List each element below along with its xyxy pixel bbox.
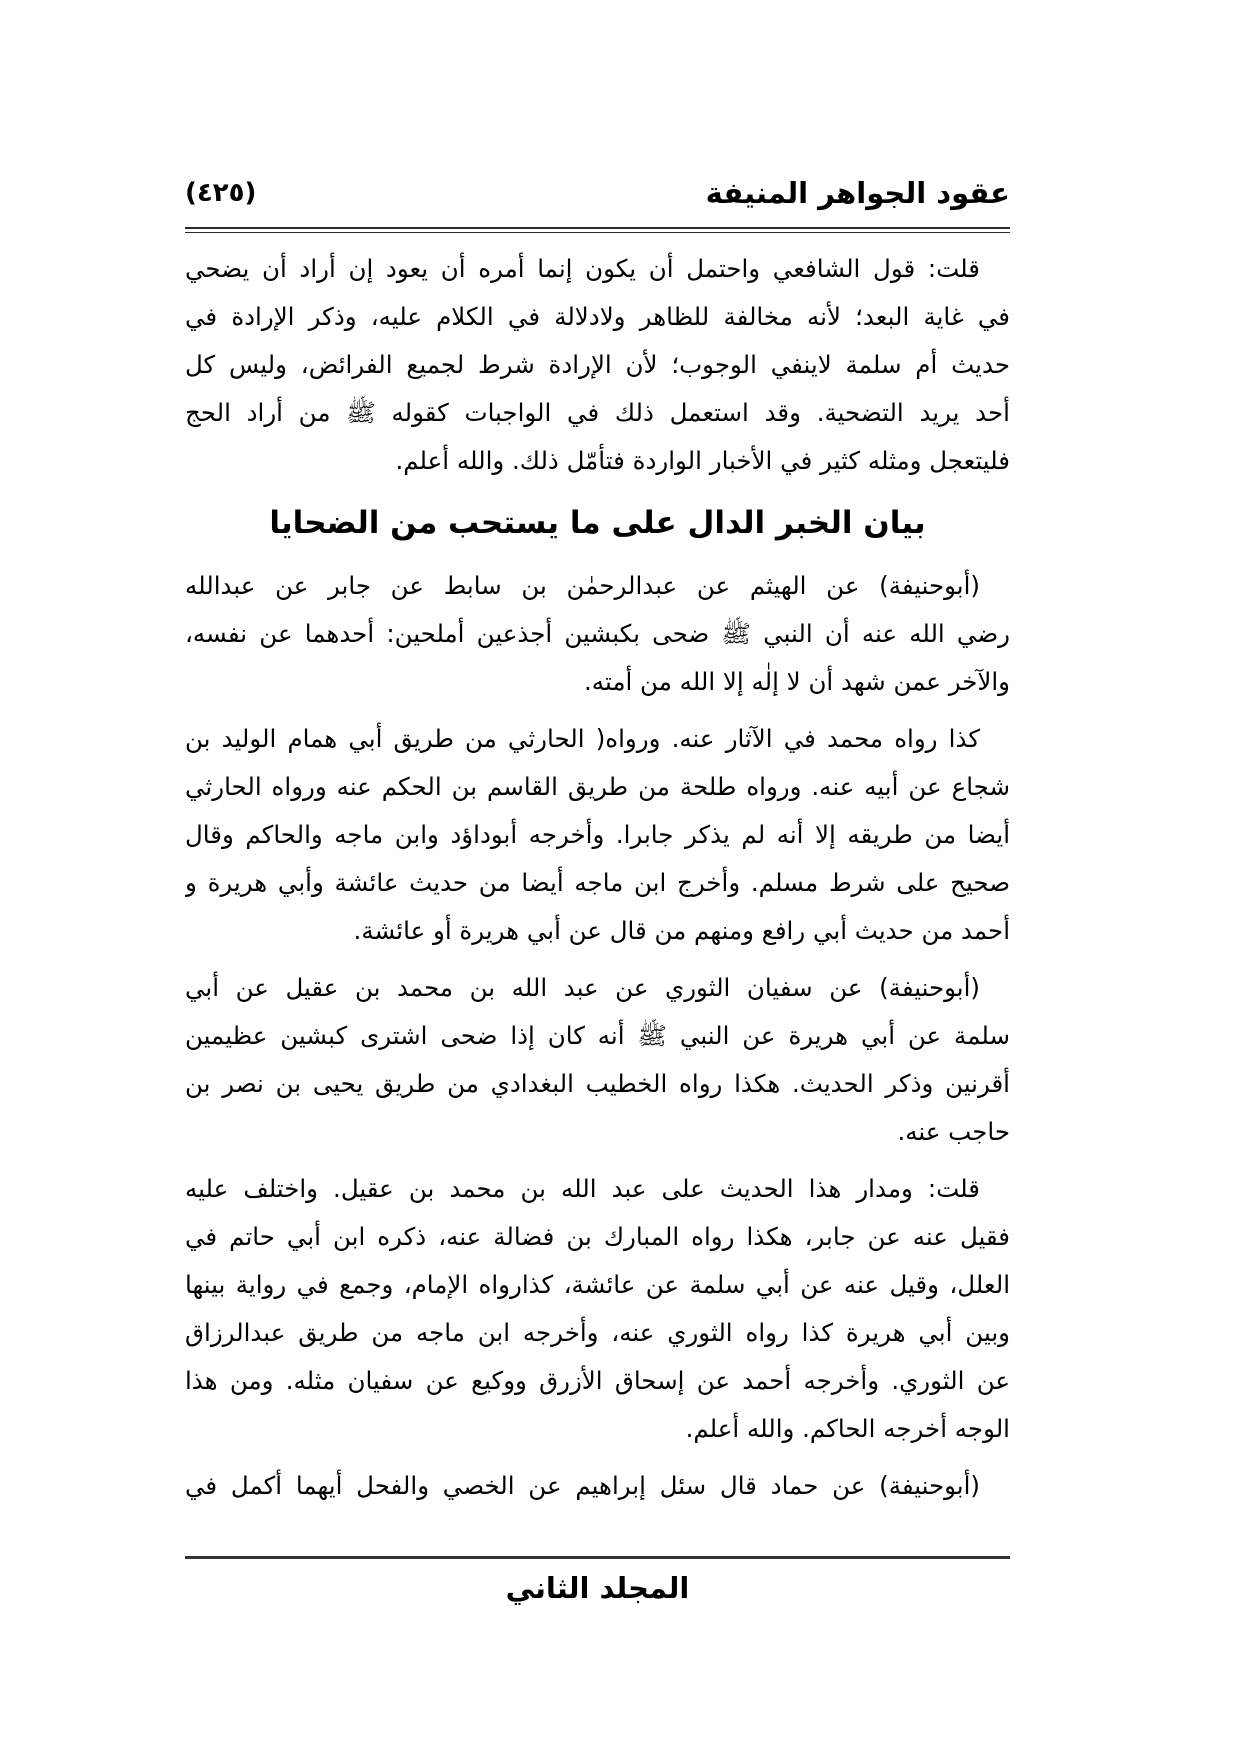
paragraph xyxy=(185,245,1010,485)
text-line: أحمد من حديث أبي رافع ومنهم من قال عن أبي هريرة أو عائشة. xyxy=(353,916,1010,945)
page-header xyxy=(185,172,1010,214)
text-line: شجاع عن أبيه عنه. ورواه طلحة من طريق القاسم بن الحكم عنه ورواه الحارثي xyxy=(185,772,1010,801)
text-line: وبين أبي هريرة كذا رواه الثوري عنه، وأخرجه ابن ماجه من طريق عبدالرزاق xyxy=(185,1318,1010,1347)
paragraph xyxy=(185,964,1010,1156)
header-rule xyxy=(185,227,1010,233)
paragraph xyxy=(185,715,1010,955)
text-line: (أبوحنيفة) عن سفيان الثوري عن عبد الله بن محمد بن عقيل عن أبي xyxy=(185,973,980,1002)
text-line: فليتعجل ومثله كثير في الأخبار الواردة فتأمّل ذلك. والله أعلم. xyxy=(395,446,1010,475)
text-line: قلت: قول الشافعي واحتمل أن يكون إنما أمره أن يعود إن أراد أن يضحي xyxy=(185,254,980,283)
text-line: (أبوحنيفة) عن الهيثم عن عبدالرحمٰن بن سابط عن جابر عن عبدالله xyxy=(185,571,980,600)
text-line: حاجب عنه. xyxy=(897,1117,1010,1146)
text-line: أحد يريد التضحية. وقد استعمل ذلك في الواجبات كقوله ﷺ من أراد الحج xyxy=(185,398,1010,427)
page-footer xyxy=(185,1556,1010,1605)
text-line: فقيل عنه عن جابر، هكذا رواه المبارك بن فضالة عنه، ذكره ابن أبي حاتم في xyxy=(185,1222,1010,1251)
text-line: سلمة عن أبي هريرة عن النبي ﷺ أنه كان إذا ضحى اشترى كبشين عظيمين xyxy=(185,1021,1010,1050)
text-line: الوجه أخرجه الحاكم. والله أعلم. xyxy=(685,1414,1010,1443)
text-line: أقرنين وذكر الحديث. هكذا رواه الخطيب البغدادي من طريق يحيى بن نصر بن xyxy=(185,1069,1010,1098)
text-line: والآخر عمن شهد أن لا إلٰه إلا الله من أمته. xyxy=(584,667,1010,696)
page-number: (٤٢٥) xyxy=(185,178,257,208)
text-line: عن الثوري. وأخرجه أحمد عن إسحاق الأزرق ووكيع عن سفيان مثله. ومن هذا xyxy=(185,1366,1010,1395)
text-line: في غاية البعد؛ لأنه مخالفة للظاهر ولادلالة في الكلام عليه، وذكر الإرادة في xyxy=(185,302,1010,331)
page-body xyxy=(185,245,1010,1510)
text-line: (أبوحنيفة) عن حماد قال سئل إبراهيم عن الخصي والفحل أيهما أكمل في xyxy=(185,1471,980,1500)
paragraph xyxy=(185,1165,1010,1453)
text-line: حديث أم سلمة لاينفي الوجوب؛ لأن الإرادة شرط لجميع الفرائض، وليس كل xyxy=(185,350,1010,379)
volume-label: المجلد الثاني xyxy=(505,1571,690,1605)
book-title: عقود الجواهر المنيفة xyxy=(705,176,1010,210)
text-line: قلت: ومدار هذا الحديث على عبد الله بن محمد بن عقيل. واختلف عليه xyxy=(185,1174,980,1203)
text-line: أيضا من طريقه إلا أنه لم يذكر جابرا. وأخرجه أبوداؤد وابن ماجه والحاكم وقال xyxy=(185,820,1010,849)
text-line: صحيح على شرط مسلم. وأخرج ابن ماجه أيضا من حديث عائشة وأبي هريرة و xyxy=(185,868,1010,897)
text-line: العلل، وقيل عنه عن أبي سلمة عن عائشة، كذارواه الإمام، وجمع في رواية بينها xyxy=(185,1270,1010,1299)
paragraph xyxy=(185,1462,1010,1510)
paragraph xyxy=(185,562,1010,706)
section-heading: بيان الخبر الدال على ما يستحب من الضحايا xyxy=(269,505,926,541)
text-line: كذا رواه محمد في الآثار عنه. ورواه( الحارثي من طريق أبي همام الوليد بن xyxy=(185,724,980,753)
footer-rule xyxy=(185,1556,1010,1559)
text-line: رضي الله عنه أن النبي ﷺ ضحى بكبشين أجذعين أملحين: أحدهما عن نفسه، xyxy=(185,619,1010,648)
